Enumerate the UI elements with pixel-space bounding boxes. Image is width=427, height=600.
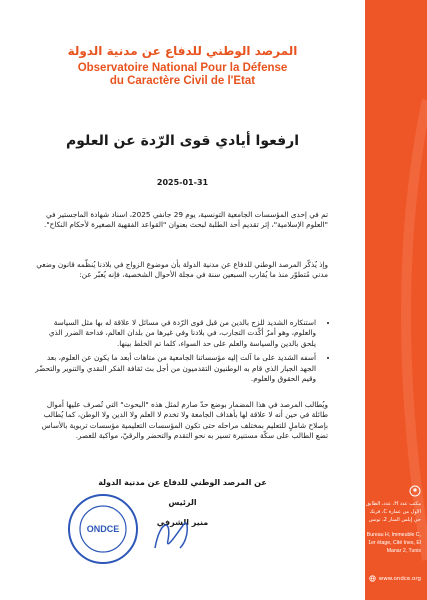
handwritten-signature	[150, 508, 194, 556]
bullet-1: • استنكاره الشديد للزج بالدين من قبل قوى الرّدة في مسائل لا علاقة له بها مثل السياسة والعلوم، وهو أمرٌ أكّدت التجارب، في بلادنا وفي غيرها من بلدان العالم، فداحة الضرر الذي يلحق بالدين والسياسة والعلم على حد السواء، كلما تم الخلط بينها.	[32, 318, 318, 349]
header-french-line2: du Caractère Civil de l'Etat	[109, 75, 256, 87]
official-stamp	[66, 492, 140, 566]
sidebar	[365, 0, 427, 600]
svg-text:ONDCE: ONDCE	[86, 524, 120, 534]
paragraph-2: وإذ يُذكّر المرصد الوطني للدفاع عن مدنية الدولة بأن موضوع الزواج في بلادنا يُنظّمه قانون وضعي مدني مُتطوّر منذ ما يُقارب السبعين سنة في مجلة الأحوال الشخصية، فإنه يُعبّر عن:	[36, 260, 328, 280]
location-pin-icon	[409, 485, 421, 497]
header-arabic-title: المرصد الوطني للدفاع عن مدنية الدولة	[67, 44, 298, 58]
document-date: 2025-01-31	[156, 178, 209, 187]
signature-org: عن المرصد الوطني للدفاع عن مدنية الدولة	[98, 478, 267, 487]
bullet-list	[32, 318, 328, 388]
sidebar-website-text[interactable]: www.ondce.org	[378, 575, 421, 582]
sidebar-contact	[365, 485, 427, 555]
signature-name: منير الشرفي	[156, 518, 209, 527]
signature-role: الرئيس	[168, 498, 197, 507]
header-french-line1: Observatoire National Pour la Défense	[77, 62, 288, 74]
paragraph-1: تم في إحدى المؤسسات الجامعية التونسية، يوم 29 جانفي 2025، اسناد شهادة الماجستير في "العلوم الإسلامية"، إثر تقديم أحد الطلبة لبحث بعنوان "القواعد الفقهية الصغيرة لأحكام النكاح".	[44, 210, 328, 230]
sidebar-address-ar: مكتب عدد H، عدد، الطابق الاول من عمارة C، فرنك حي إيلس المنار 2، تونس	[366, 501, 421, 523]
paragraph-3: ويُطالب المرصد في هذا المضمار بوضع حدّ صارم لمثل هذه "البحوث" التي تُصرف عليها أموال طائلة في حين أنه لا علاقة لها بأهداف الجامعة ولا تخدم لا العلم ولا الدين ولا الوطن، كما يُطالب بإصلاح شاملٍ للتعليم بمختلف مراحله حتى تكون المؤسسات التعليمية مؤسسات تربوية بالأساس تضع الطالب على سكّة مستنيرة تسير به نحو التقدم والتحضر والرقيّ، مواكبة للعصر.	[41, 400, 328, 441]
document-title: ارفعوا أيادي قوى الرّدة عن العلوم	[65, 133, 300, 149]
globe-icon	[369, 575, 376, 582]
sidebar-address-fr: Bureau H, Immeuble C, 1er étage, Cité Ines, El Manar 2, Tunis	[366, 532, 421, 554]
bullet-2: • أسفه الشديد على ما آلت إليه مؤسساتنا الجامعية من متاهات أبعد ما يكون عن العلوم، بعد الجهد الجبار الذي قام به الوطنيون التقدميون من أجل بث ثقافة الفكر النقدي والتنوير والتحضّر وقيم الحقوق والعلوم.	[32, 353, 318, 384]
sidebar-website[interactable]	[369, 575, 421, 582]
